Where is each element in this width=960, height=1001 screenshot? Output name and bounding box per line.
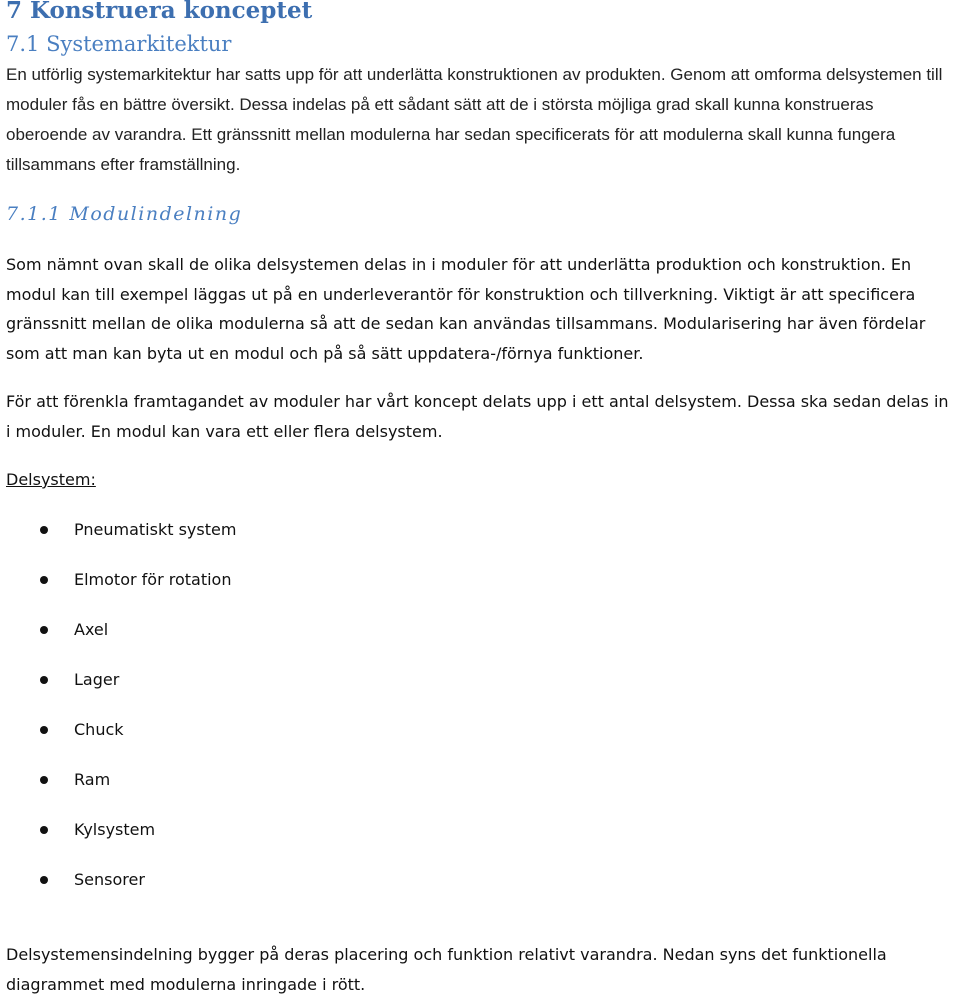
- list-item: Lager: [6, 666, 236, 716]
- heading-subsection: 7.1.1 Modulindelning: [6, 203, 243, 225]
- paragraph-split: För att förenkla framtagandet av moduler har vårt koncept delats upp i ett antal delsystem. Dessa ska sedan delas in i moduler. En modul kan vara ett eller flera delsystem.: [6, 392, 949, 441]
- bullet-icon: [40, 676, 48, 684]
- paragraph-final: Delsystemensindelning bygger på deras placering och funktion relativt varandra. Nedan syns det funktionella diagrammet med modulerna inringade i rött.: [6, 945, 887, 994]
- bullet-icon: [40, 626, 48, 634]
- list-item: Sensorer: [6, 866, 236, 916]
- list-item: Axel: [6, 616, 236, 666]
- heading-chapter: 7 Konstruera konceptet: [6, 0, 313, 24]
- paragraph-intro: En utförlig systemarkitektur har satts upp för att underlätta konstruktionen av produkten. Genom att omforma delsystemen till moduler fås en bättre översikt. Dessa indelas på ett sådant sätt att de i största möjliga grad skall kunna konstrueras oberoende av varandra. Ett gränssnitt mellan modulerna har sedan specificerats för att modulerna skall kunna fungera tillsammans efter framställning.: [6, 65, 943, 174]
- list-item: Chuck: [6, 716, 236, 766]
- list-item: Pneumatiskt system: [6, 516, 236, 566]
- subheading-delsystem: Delsystem:: [6, 470, 96, 489]
- list-item: Kylsystem: [6, 816, 236, 866]
- bullet-icon: [40, 826, 48, 834]
- paragraph-modules: Som nämnt ovan skall de olika delsystemen delas in i moduler för att underlätta produktion och konstruktion. En modul kan till exempel läggas ut på en underleverantör för konstruktion och tillverkning. Viktigt är att specificera gränssnitt mellan de olika modulerna så att de sedan kan användas tillsammans. Modularisering har även fördelar som att man kan byta ut en modul och på så sätt uppdatera-/förnya funktioner.: [6, 255, 926, 363]
- list-item: Ram: [6, 766, 236, 816]
- bullet-icon: [40, 576, 48, 584]
- bullet-icon: [40, 876, 48, 884]
- bullet-icon: [40, 726, 48, 734]
- heading-section: 7.1 Systemarkitektur: [6, 32, 232, 56]
- bullet-icon: [40, 776, 48, 784]
- list-item: Elmotor för rotation: [6, 566, 236, 616]
- bullet-icon: [40, 526, 48, 534]
- subsystem-list: [6, 516, 236, 916]
